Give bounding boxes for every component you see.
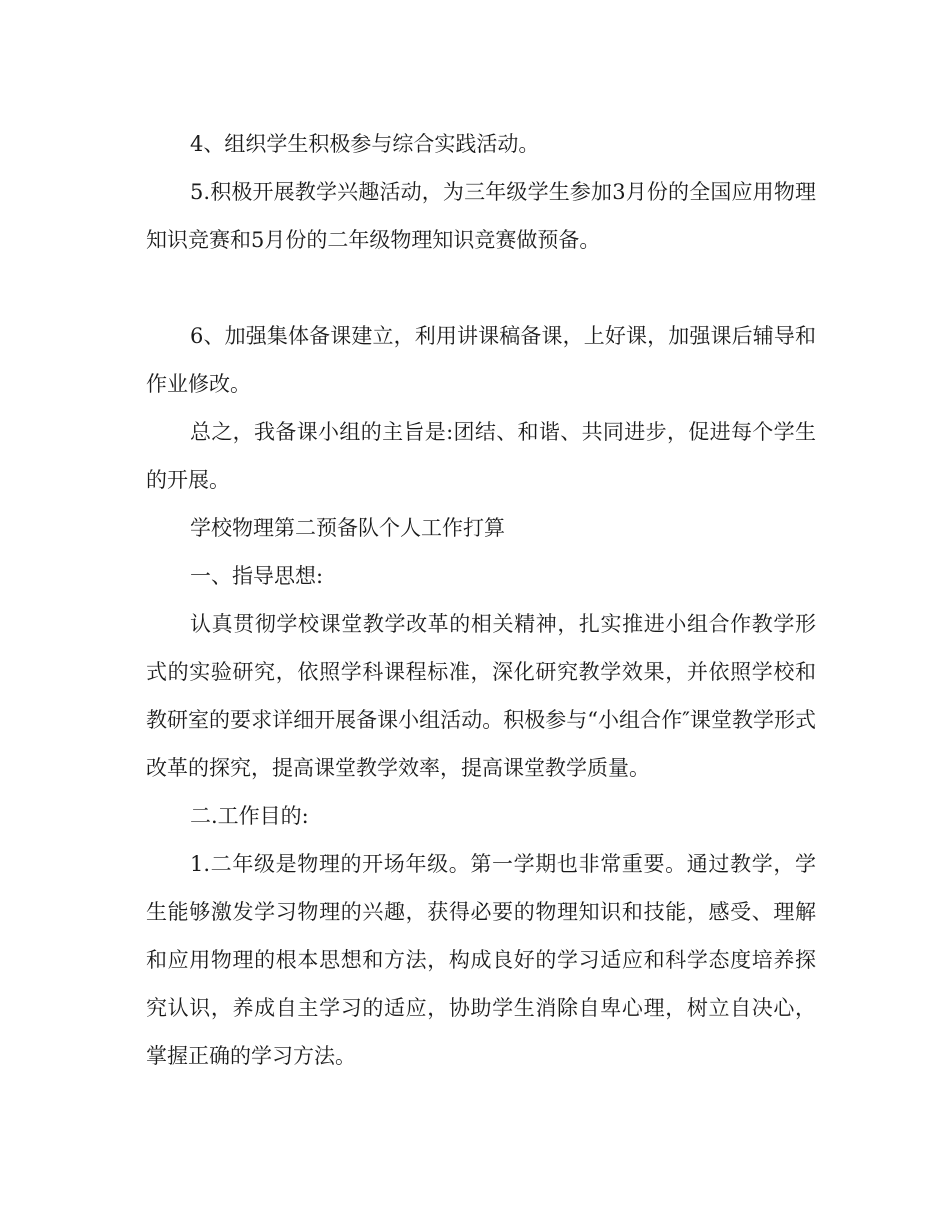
paragraph-summary: 总之，我备课小组的主旨是:团结、和谐、共同进步，促进每个学生的开展。 (146, 420, 816, 492)
section-title: 学校物理第二预备队个人工作打算 (190, 516, 505, 540)
paragraph-guiding-thought: 认真贯彻学校课堂教学改革的相关精神，扎实推进小组合作教学形式的实验研究，依照学科课程标准，深化研究教学效果，并依照学校和教研室的要求详细开展备课小组活动。积极参与“小组合作″课堂教学形式改革的探究，提高课堂教学效率，提高课堂教学质量。 (146, 612, 816, 780)
heading-work-goal: 二.工作目的: (190, 804, 309, 828)
paragraph-item-4: 4、组织学生积极参与综合实践活动。 (190, 132, 540, 156)
paragraph-item-5: 5.积极开展教学兴趣活动，为三年级学生参加3月份的全国应用物理知识竞赛和5月份的二年级物理知识竞赛做预备。 (146, 180, 816, 252)
paragraph-goal-1: 1.二年级是物理的开场年级。第一学期也非常重要。通过教学，学生能够激发学习物理的兴趣，获得必要的物理知识和技能，感受、理解和应用物理的根本思想和方法，构成良好的学习适应和科学态度培养探究认识，养成自主学习的适应，协助学生消除自卑心理，树立自决心，掌握正确的学习方法。 (146, 852, 816, 1068)
heading-guiding-thought: 一、指导思想: (190, 564, 324, 588)
paragraph-item-6: 6、加强集体备课建立，利用讲课稿备课，上好课，加强课后辅导和作业修改。 (146, 324, 816, 396)
